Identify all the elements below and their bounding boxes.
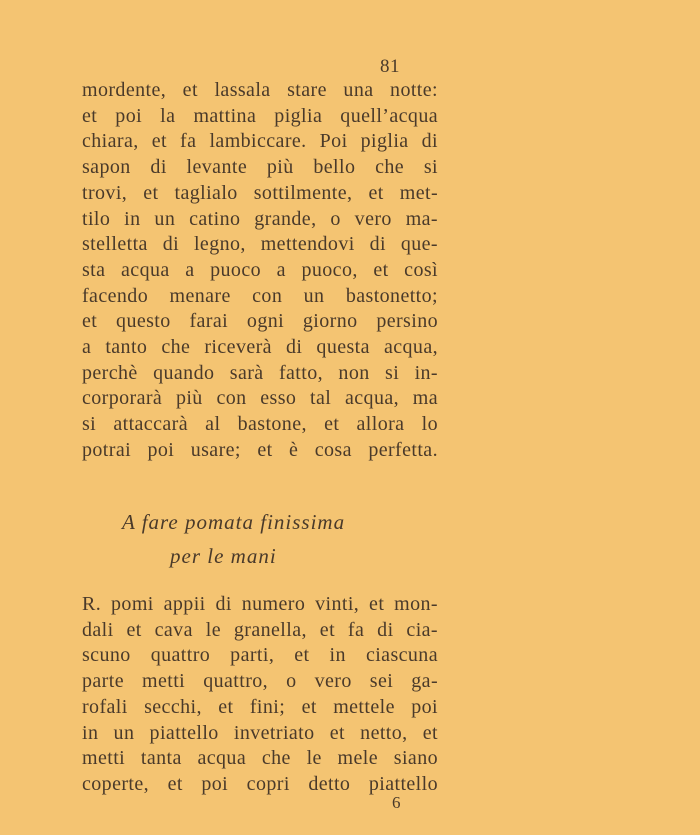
paragraph-recipe-continuation	[82, 78, 438, 464]
text-line: et poi la mattina piglia quell’acqua	[82, 104, 438, 127]
text-line: a tanto che riceverà di questa acqua,	[82, 336, 438, 359]
text-line: in un piattello invetriato et netto, et	[82, 721, 438, 744]
section-heading-line-1: A fare pomata finissima	[122, 510, 346, 534]
text-line: dali et cava le granella, et fa di cia-	[82, 618, 438, 641]
text-line: rofali secchi, et fini; et mettele poi	[82, 695, 438, 718]
text-line: facendo menare con un bastonetto;	[82, 284, 438, 307]
text-line: et questo farai ogni giorno persino	[82, 310, 438, 333]
text-line: trovi, et taglialo sottilmente, et met-	[82, 181, 438, 204]
page-number: 81	[380, 56, 400, 77]
text-line: R. pomi appii di numero vinti, et mon-	[82, 593, 438, 615]
text-line: scuno quattro parti, et in ciascuna	[82, 644, 438, 667]
text-line: si attaccarà al bastone, et allora lo	[82, 413, 438, 436]
text-line: sapon di levante più bello che si	[82, 156, 438, 179]
text-line: coperte, et poi copri detto piattello	[82, 772, 438, 795]
text-line: corporarà più con esso tal acqua, ma	[82, 387, 438, 410]
text-line: metti tanta acqua che le mele siano	[82, 747, 438, 770]
text-line: mordente, et lassala stare una notte:	[82, 79, 438, 101]
text-line: chiara, et fa lambiccare. Poi piglia di	[82, 130, 438, 153]
text-line: tilo in un catino grande, o vero ma-	[82, 207, 438, 230]
section-heading-line-2: per le mani	[170, 544, 277, 568]
text-line: sta acqua a puoco a puoco, et così	[82, 258, 438, 281]
signature-mark: 6	[392, 793, 401, 812]
text-line: parte metti quattro, o vero sei ga-	[82, 670, 438, 693]
text-line: perchè quando sarà fatto, non si in-	[82, 361, 438, 384]
text-line: stelletta di legno, mettendovi di que-	[82, 233, 438, 256]
text-line: potrai poi usare; et è cosa perfetta.	[82, 438, 438, 461]
paragraph-recipe	[82, 592, 438, 798]
